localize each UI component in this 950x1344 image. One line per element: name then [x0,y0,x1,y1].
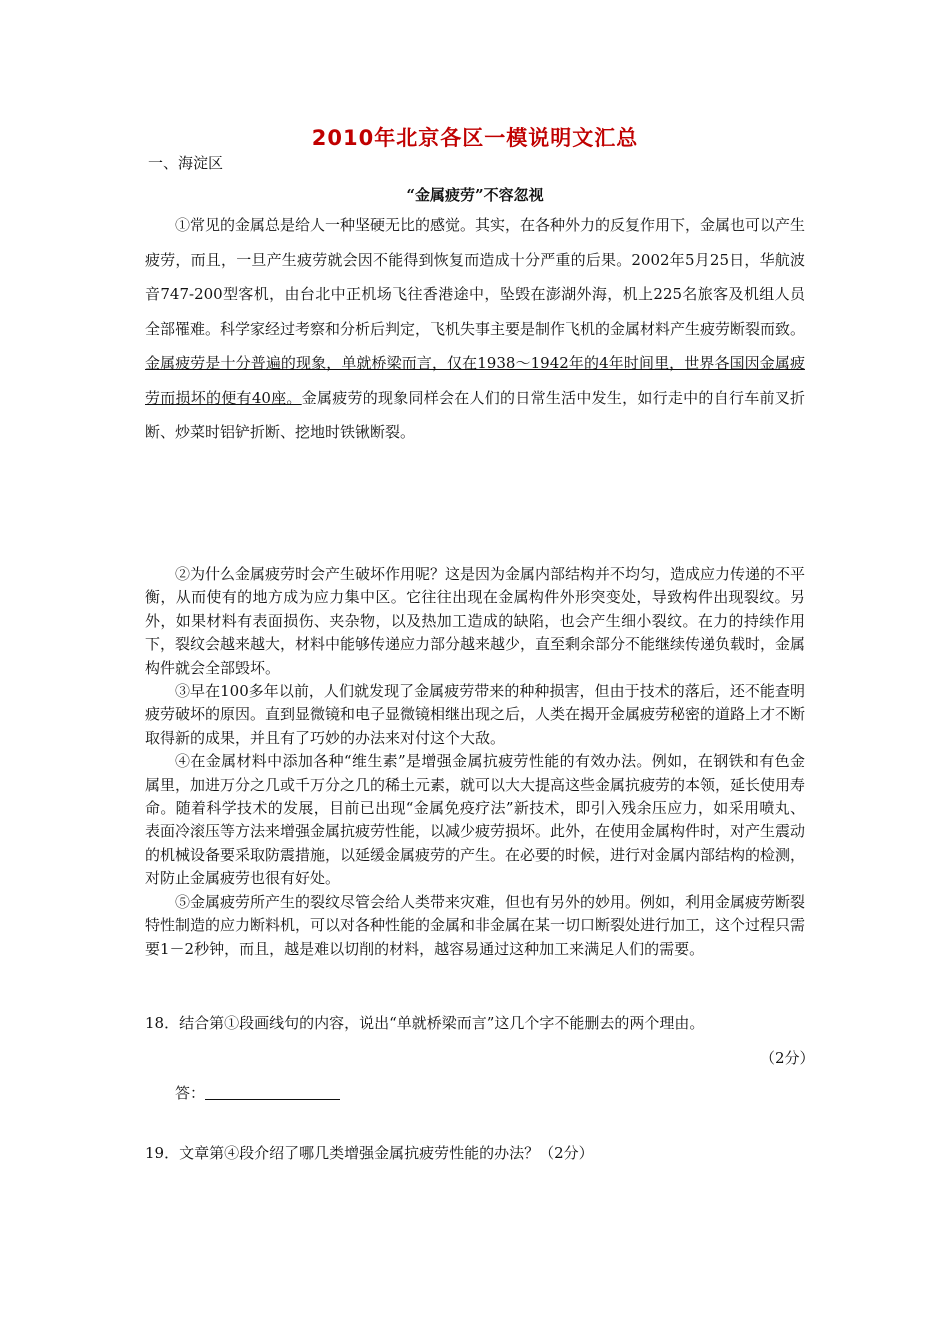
paragraph-5: ⑤金属疲劳所产生的裂纹尽管会给人类带来灾难，但也有另外的妙用。例如，利用金属疲劳断裂特性制造的应力断料机，可以对各种性能的金属和非金属在某一切口断裂处进行加工，这个过程只需要1－2秒钟，而且，越是难以切削的材料，越容易通过这种加工来满足人们的需要。 [145,892,806,958]
paragraph-4: ④在金属材料中添加各种“维生素”是增强金属抗疲劳性能的有效办法。例如，在钢铁和有色金属里，加进万分之几或千万分之几的稀土元素，就可以大大提高这些金属抗疲劳的本领，延长使用寿命。随着科学技术的发展，目前已出现“金属免疫疗法”新技术，即引入残余压应力，如采用喷丸、表面冷滚压等方法来增强金属抗疲劳性能，以减少疲劳损坏。此外，在使用金属构件时，对产生震动的机械设备要采取防震措施，以延缓金属疲劳的产生。在必要的时候，进行对金属内部结构的检测，对防止金属疲劳也很有好处。 [145,752,806,888]
question-19: 19．文章第④段介绍了哪几类增强金属抗疲劳性能的办法？（2分） [145,1144,594,1162]
answer-line [175,1082,340,1103]
question-18-score: （2分） [760,1049,815,1067]
paragraph-1-text-b: 金属疲劳的现象同样会在人们的日常生活中发生，如行走中的自行车前叉折断、炒菜时铝铲折断、挖地时铁锹断裂。 [145,388,805,441]
article-body [145,563,805,961]
paragraph-1 [145,208,805,450]
question-18: 18．结合第①段画线句的内容，说出“单就桥梁而言”这几个字不能删去的两个理由。 [145,1014,705,1032]
section-heading: 一、海淀区 [148,154,224,172]
paragraph-1-text-a: ①常见的金属总是给人一种坚硬无比的感觉。其实，在各种外力的反复作用下，金属也可以产生疲劳，而且，一旦产生疲劳就会因不能得到恢复而造成十分严重的后果。2002年5月25日，华航波音747-200型客机，由台北中正机场飞往香港途中，坠毁在澎湖外海，机上225名旅客及机组人员全部罹难。科学家经过考察和分析后判定，飞机失事主要是制作飞机的金属材料产生疲劳断裂而致。 [145,216,806,338]
underlined-sentence: 金属疲劳是十分普遍的现象，单就桥梁而言，仅在1938～1942年的4年时间里，世界各国因金属疲劳而损坏的便有40座。 [145,354,805,407]
answer-blank[interactable] [205,1085,340,1100]
document-title: 2010年北京各区一模说明文汇总 [311,126,639,150]
article-title: “金属疲劳”不容忽视 [406,186,544,204]
answer-label: 答： [175,1084,206,1102]
paragraph-2: ②为什么金属疲劳时会产生破坏作用呢？这是因为金属内部结构并不均匀，造成应力传递的不平衡，从而使有的地方成为应力集中区。它往往出现在金属构件外形突变处，导致构件出现裂纹。另外，如果材料有表面损伤、夹杂物，以及热加工造成的缺陷，也会产生细小裂纹。在力的持续作用下，裂纹会越来越大，材料中能够传递应力部分越来越少，直至剩余部分不能继续传递负载时，金属构件就会全部毁坏。 [145,565,806,677]
paragraph-3: ③早在100多年以前，人们就发现了金属疲劳带来的种种损害，但由于技术的落后，还不能查明疲劳破坏的原因。直到显微镜和电子显微镜相继出现之后，人类在揭开金属疲劳秘密的道路上才不断取得新的成果，并且有了巧妙的办法来对付这个大敌。 [145,682,806,747]
